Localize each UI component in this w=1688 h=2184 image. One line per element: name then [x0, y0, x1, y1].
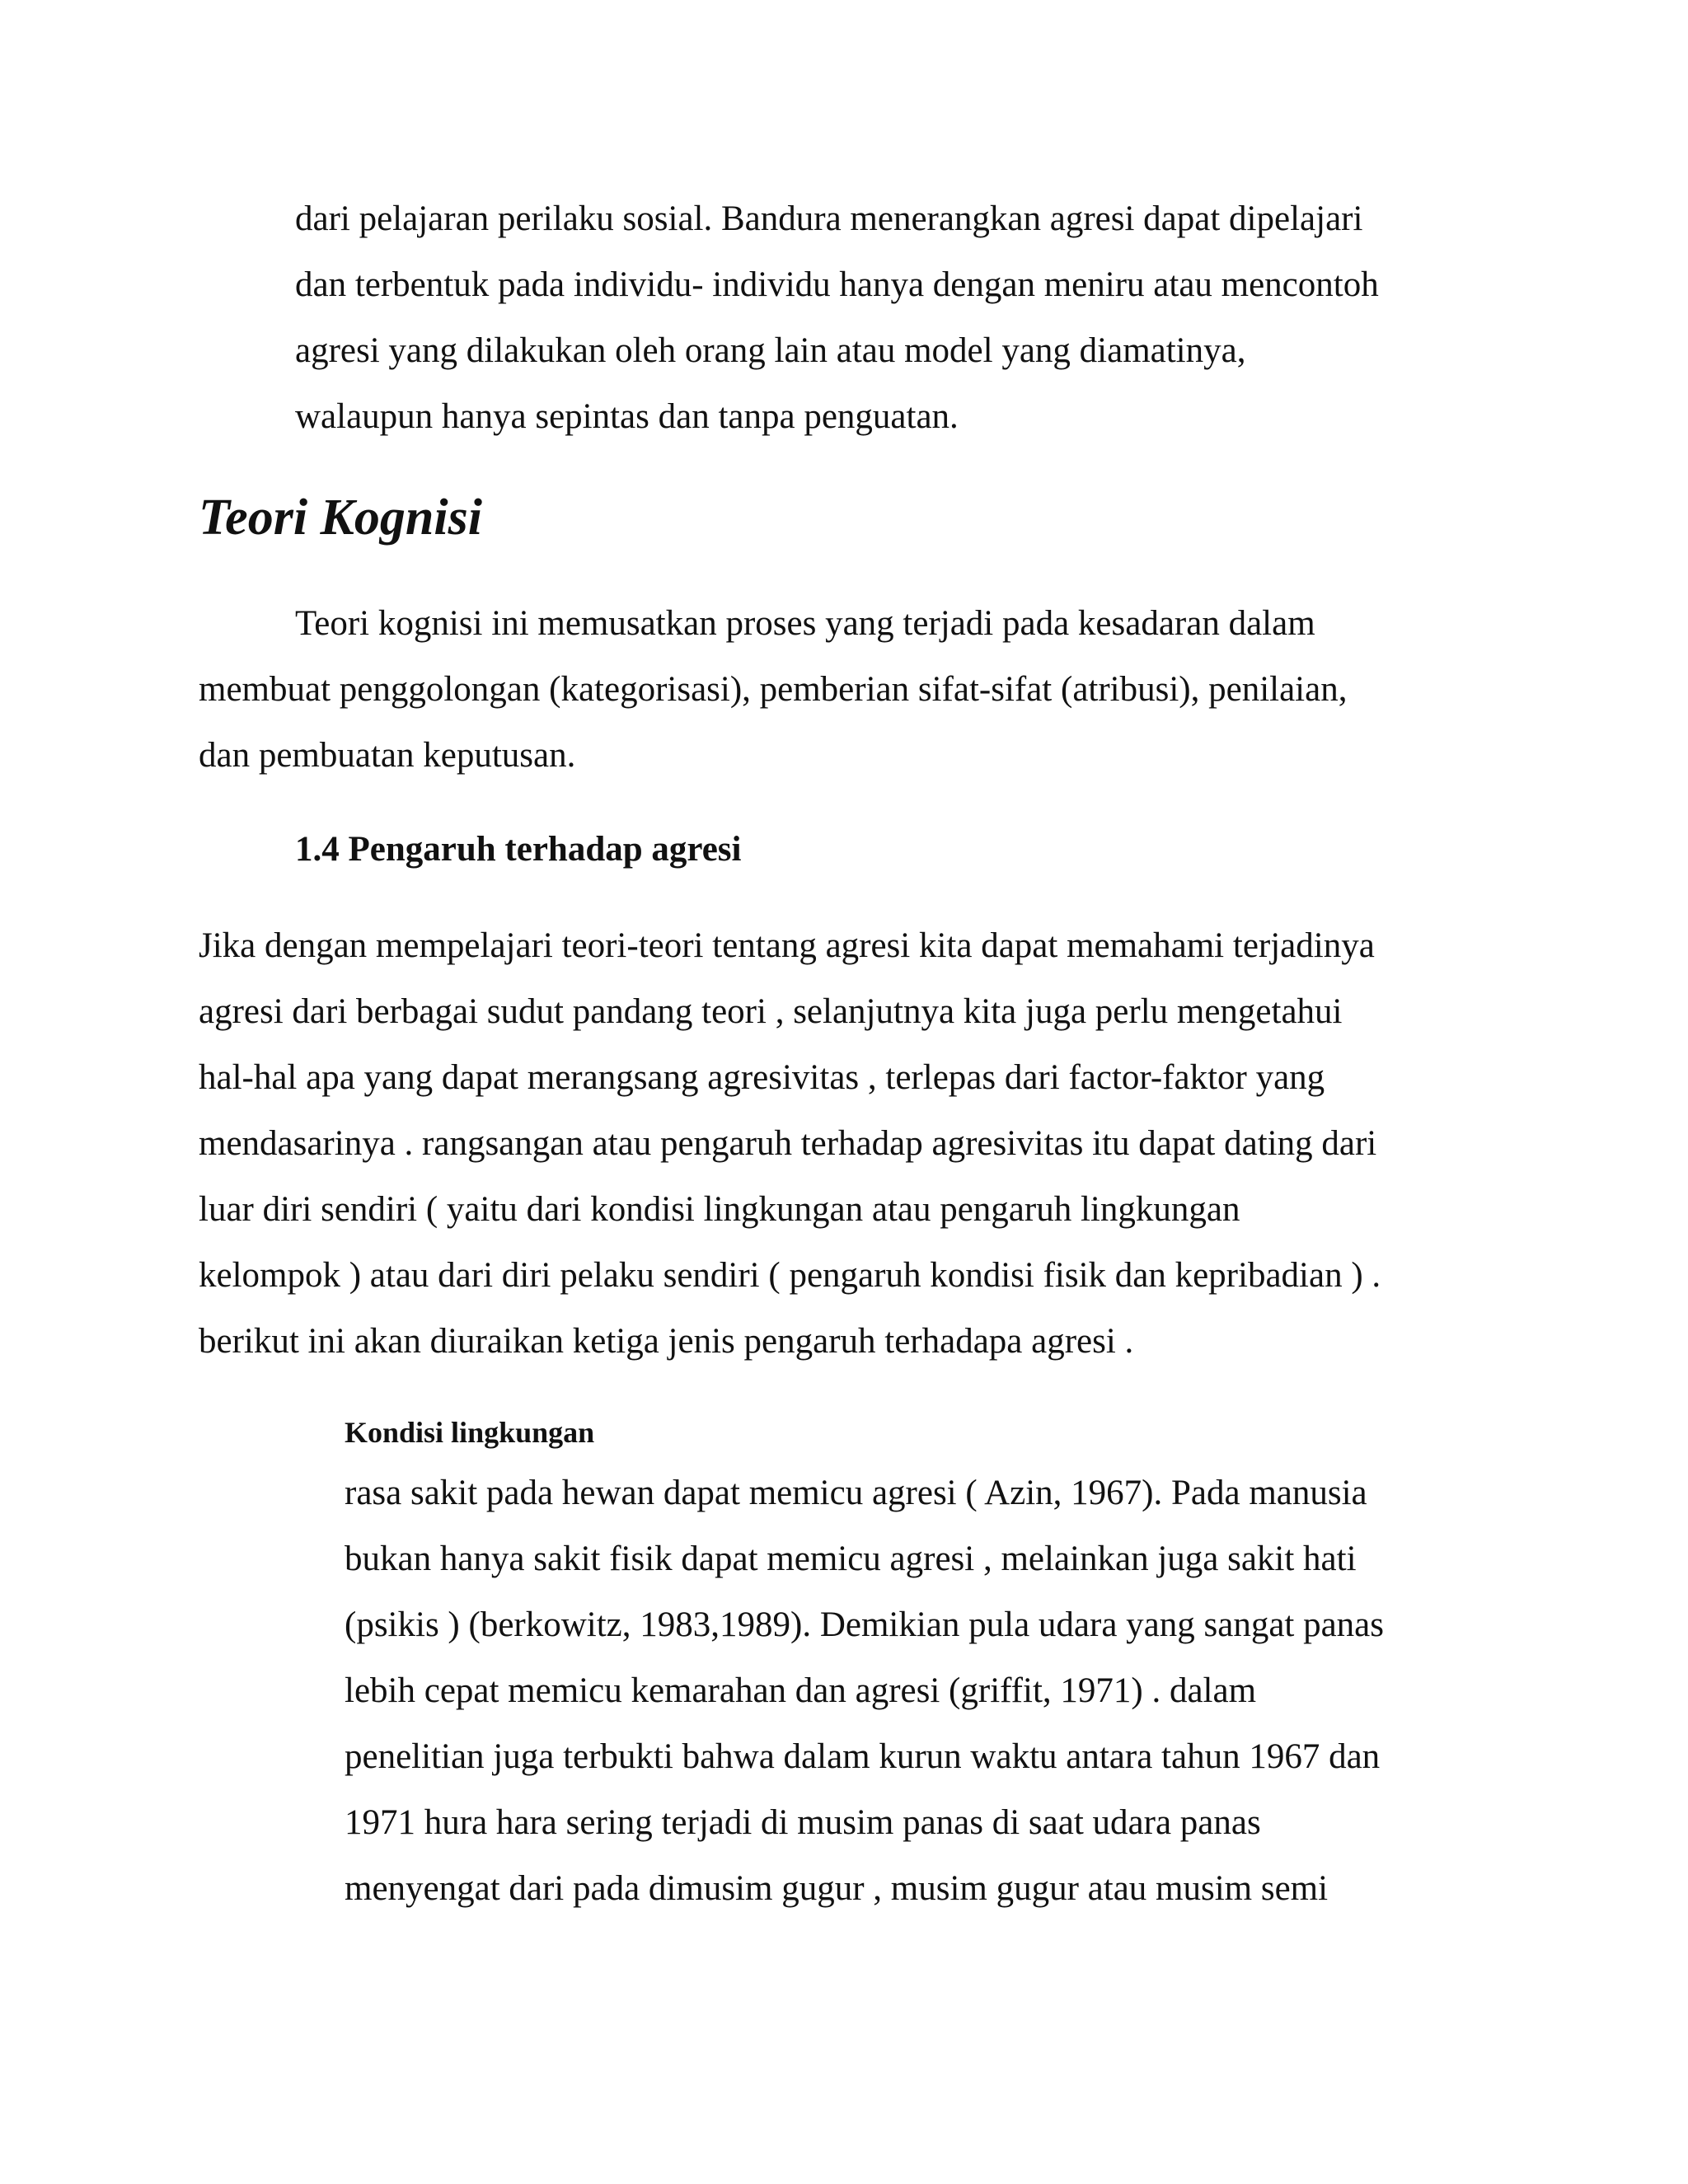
paragraph-pengaruh: [199, 913, 1381, 1375]
paragraph-line: hal-hal apa yang dapat merangsang agresivitas , terlepas dari factor-faktor yang: [199, 1058, 1325, 1097]
paragraph-line: menyengat dari pada dimusim gugur , musim gugur atau musim semi: [345, 1869, 1329, 1908]
paragraph-line: Jika dengan mempelajari teori-teori tentang agresi kita dapat memahami terjadinya: [199, 926, 1375, 965]
paragraph-line: membuat penggolongan (kategorisasi), pemberian sifat-sifat (atribusi), penilaian,: [199, 670, 1348, 709]
paragraph-line: dan terbentuk pada individu- individu hanya dengan meniru atau mencontoh: [295, 265, 1379, 304]
paragraph-line: rasa sakit pada hewan dapat memicu agresi ( Azin, 1967). Pada manusia: [345, 1474, 1367, 1512]
paragraph-line: agresi yang dilakukan oleh orang lain atau model yang diamatinya,: [295, 331, 1246, 370]
paragraph-line: berikut ini akan diuraikan ketiga jenis pengaruh terhadapa agresi .: [199, 1322, 1134, 1361]
paragraph-line: walaupun hanya sepintas dan tanpa penguatan.: [295, 397, 959, 436]
paragraph-line: penelitian juga terbukti bahwa dalam kurun waktu antara tahun 1967 dan: [345, 1737, 1381, 1776]
paragraph-line: bukan hanya sakit fisik dapat memicu agresi , melainkan juga sakit hati: [345, 1540, 1357, 1578]
paragraph-line: dan pembuatan keputusan.: [199, 736, 576, 775]
paragraph-line: (psikis ) (berkowitz, 1983,1989). Demikian pula udara yang sangat panas: [345, 1605, 1385, 1644]
paragraph-intro: [295, 186, 1379, 450]
paragraph-line: agresi dari berbagai sudut pandang teori , selanjutnya kita juga perlu mengetahui: [199, 992, 1343, 1031]
paragraph-line: luar diri sendiri ( yaitu dari kondisi lingkungan atau pengaruh lingkungan: [199, 1190, 1240, 1229]
heading-section-1-4: 1.4 Pengaruh terhadap agresi: [295, 830, 742, 869]
paragraph-line: 1971 hura hara sering terjadi di musim panas di saat udara panas: [345, 1803, 1261, 1842]
paragraph-line: dari pelajaran perilaku sosial. Bandura menerangkan agresi dapat dipelajari: [295, 199, 1363, 238]
subheading-kondisi-lingkungan: Kondisi lingkungan: [345, 1416, 595, 1449]
paragraph-line: mendasarinya . rangsangan atau pengaruh terhadap agresivitas itu dapat dating dari: [199, 1124, 1377, 1163]
paragraph-line: Teori kognisi ini memusatkan proses yang terjadi pada kesadaran dalam: [295, 604, 1315, 643]
paragraph-line: kelompok ) atau dari diri pelaku sendiri ( pengaruh kondisi fisik dan kepribadian ) .: [199, 1256, 1381, 1295]
paragraph-kognisi: [199, 591, 1347, 789]
paragraph-kondisi: [345, 1460, 1384, 1922]
paragraph-line: lebih cepat memicu kemarahan dan agresi (griffit, 1971) . dalam: [345, 1671, 1257, 1710]
heading-teori-kognisi: Teori Kognisi: [199, 490, 482, 546]
